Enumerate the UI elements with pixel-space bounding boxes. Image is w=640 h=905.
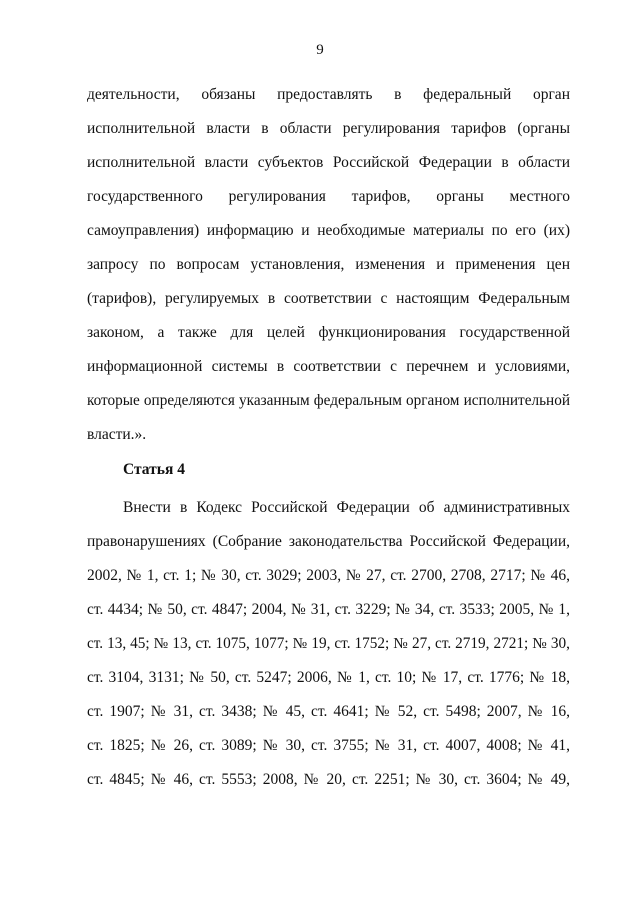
page-number: 9 bbox=[316, 42, 324, 58]
text-line: ст. 4845; № 46, ст. 5553; 2008, № 20, ст. 2251; № 30, ст. 3604; № 49, bbox=[87, 771, 570, 788]
text-line: власти.». bbox=[87, 426, 147, 443]
text-line: законом, а также для целей функционирования государственной bbox=[87, 324, 570, 341]
text-line: самоуправления) информацию и необходимые материалы по его (их) bbox=[87, 222, 570, 239]
text-line: (тарифов), регулируемых в соответствии с настоящим Федеральным bbox=[87, 290, 570, 307]
article-heading: Статья 4 bbox=[123, 461, 185, 478]
text-line: Внести в Кодекс Российской Федерации об административных bbox=[123, 499, 570, 516]
text-line: ст. 13, 45; № 13, ст. 1075, 1077; № 19, ст. 1752; № 27, ст. 2719, 2721; № 30, bbox=[87, 635, 570, 652]
text-line: государственного регулирования тарифов, органы местного bbox=[87, 188, 570, 205]
text-line: исполнительной власти в области регулирования тарифов (органы bbox=[87, 120, 570, 137]
text-line: исполнительной власти субъектов Российской Федерации в области bbox=[87, 154, 570, 171]
text-line: ст. 3104, 3131; № 50, ст. 5247; 2006, № 1, ст. 10; № 17, ст. 1776; № 18, bbox=[87, 669, 570, 686]
text-line: информационной системы в соответствии с перечнем и условиями, bbox=[87, 358, 570, 375]
text-line: 2002, № 1, ст. 1; № 30, ст. 3029; 2003, № 27, ст. 2700, 2708, 2717; № 46, bbox=[87, 567, 570, 584]
text-line: запросу по вопросам установления, изменения и применения цен bbox=[87, 256, 570, 273]
text-line: правонарушениях (Собрание законодательства Российской Федерации, bbox=[87, 533, 570, 550]
text-line: ст. 1907; № 31, ст. 3438; № 45, ст. 4641; № 52, ст. 5498; 2007, № 16, bbox=[87, 703, 570, 720]
text-line: ст. 4434; № 50, ст. 4847; 2004, № 31, ст. 3229; № 34, ст. 3533; 2005, № 1, bbox=[87, 601, 570, 618]
text-line: деятельности, обязаны предоставлять в федеральный орган bbox=[87, 86, 570, 103]
text-line: которые определяются указанным федеральным органом исполнительной bbox=[87, 392, 570, 409]
text-line: ст. 1825; № 26, ст. 3089; № 30, ст. 3755; № 31, ст. 4007, 4008; № 41, bbox=[87, 737, 570, 754]
